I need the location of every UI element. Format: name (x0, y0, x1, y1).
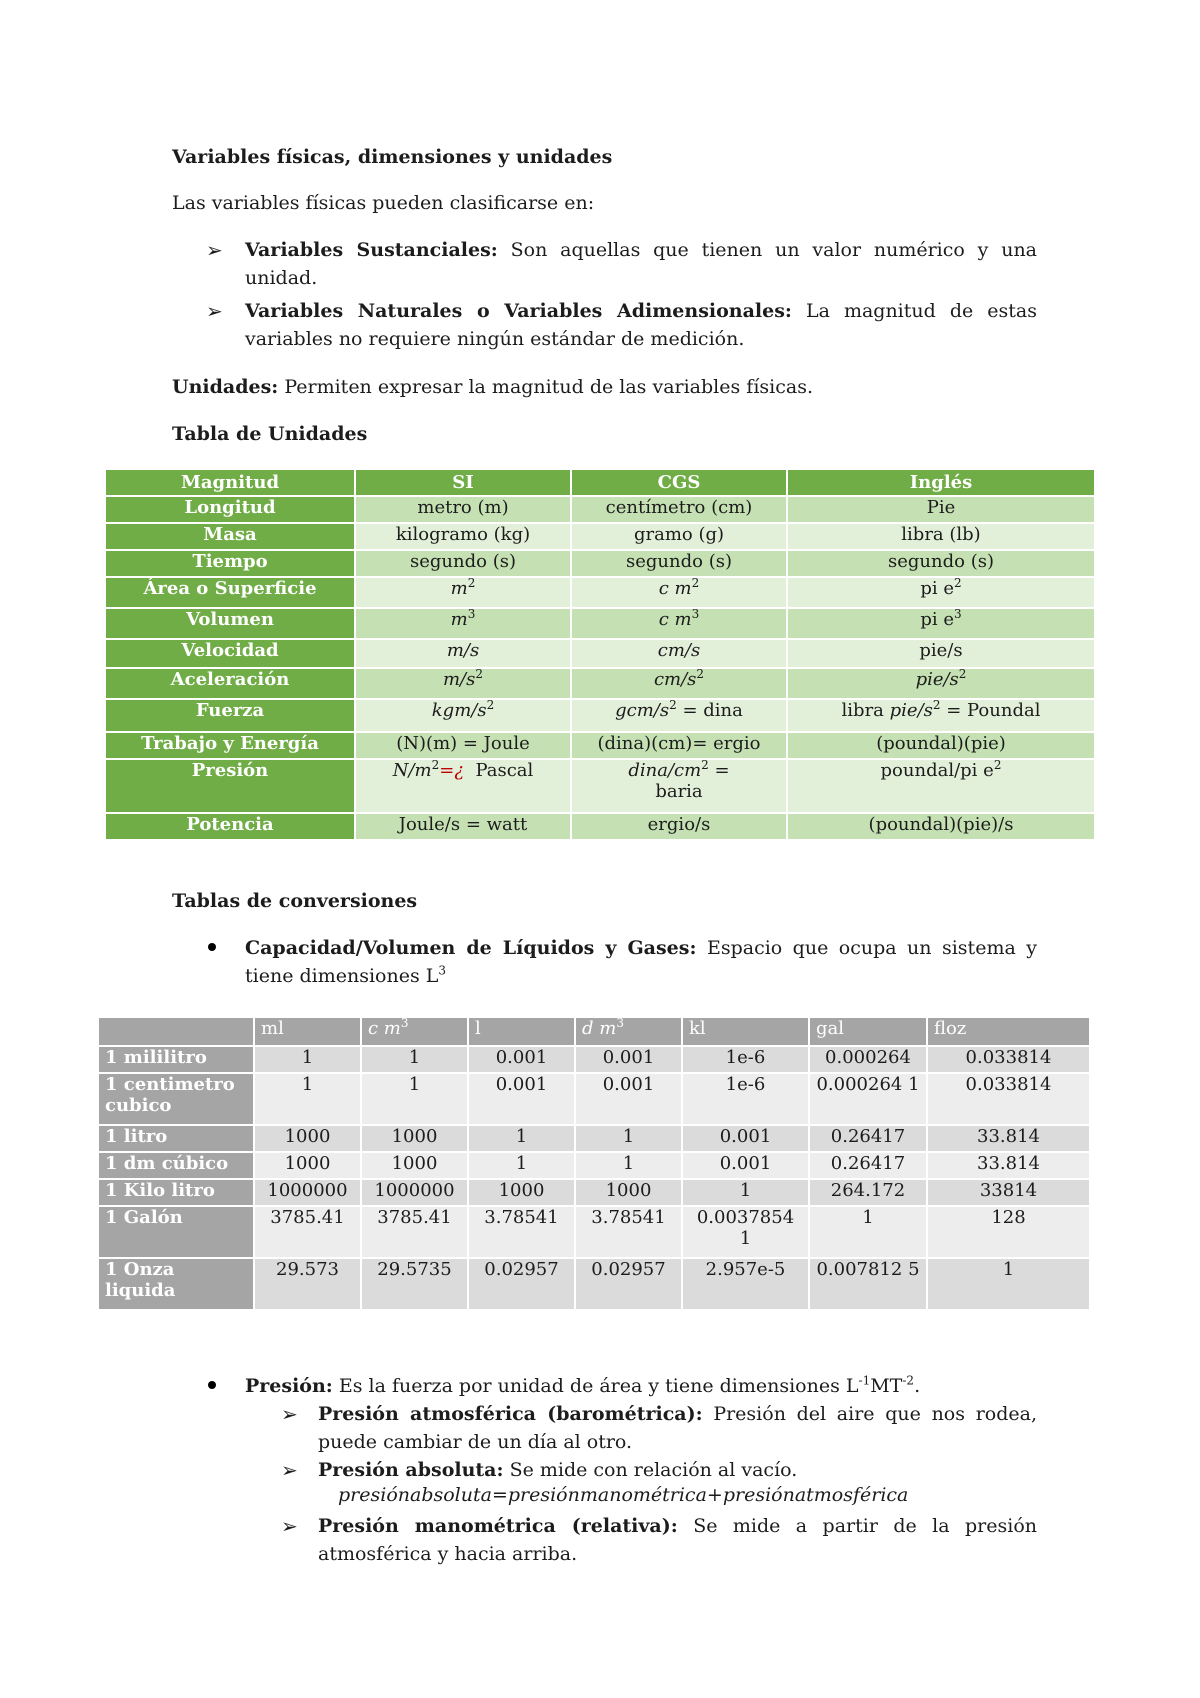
term: Variables Naturales o Variables Adimensionales: (245, 300, 792, 322)
pressure-absolute (318, 1456, 1037, 1484)
header-text: c m (368, 1018, 401, 1039)
value-cell: 1 (809, 1206, 927, 1258)
row-label: Potencia (105, 813, 355, 840)
value-cell: 1000 (254, 1152, 361, 1179)
term: Unidades: (172, 376, 279, 398)
description: Son aquellas que tienen un valor numérico y una unidad. (245, 239, 1038, 289)
value-cell: 0.033814 (927, 1073, 1090, 1125)
description: Es la fuerza por unidad de área y tiene dimensiones L (338, 1375, 859, 1397)
table-row (105, 668, 1095, 699)
table-row (98, 1206, 1090, 1258)
description: Se mide a partir de la presión atmosférica y hacia arriba. (318, 1515, 1038, 1565)
row-label: Área o Superficie (105, 577, 355, 608)
ingles-cell: Pie (787, 496, 1095, 523)
value-cell: 264.172 (809, 1179, 927, 1206)
exponent: 3 (438, 963, 447, 978)
unit-text: pie/s (889, 700, 933, 721)
equals-sign: = (714, 760, 730, 781)
value-cell: 33.814 (927, 1152, 1090, 1179)
cgs-cell (571, 639, 787, 668)
capacity-bullet (245, 934, 1037, 990)
conversion-table (97, 1016, 1091, 1311)
value-cell: 0.001 (468, 1073, 575, 1125)
unit-name: = Poundal (946, 700, 1041, 721)
ingles-cell (787, 668, 1095, 699)
exponent: 3 (954, 607, 962, 621)
header-kl: kl (682, 1017, 809, 1046)
value-cell: 0.02957 (468, 1258, 575, 1310)
value-cell: 1 (254, 1046, 361, 1073)
header-l: l (468, 1017, 575, 1046)
exponent: 2 (932, 698, 941, 712)
row-label: 1 Kilo litro (98, 1179, 254, 1206)
row-label: 1 litro (98, 1125, 254, 1152)
value-cell: 1e-6 (682, 1073, 809, 1125)
value-cell: 1 (468, 1152, 575, 1179)
exponent: 2 (669, 698, 677, 712)
si-cell: kilogramo (kg) (355, 523, 571, 550)
pressure-atmospheric (318, 1400, 1037, 1456)
table-row (105, 577, 1095, 608)
row-label: 1 Galón (98, 1206, 254, 1258)
header-si: SI (355, 469, 571, 496)
value-cell: 1 (575, 1125, 682, 1152)
si-cell: metro (m) (355, 496, 571, 523)
value-cell: 0.001 (682, 1125, 809, 1152)
value-cell: 0.007812 5 (809, 1258, 927, 1310)
si-cell (355, 759, 571, 813)
value-cell: 1 (361, 1073, 468, 1125)
value-cell: 29.573 (254, 1258, 361, 1310)
equals-sign: =¿ (439, 760, 464, 781)
header-dm3 (575, 1017, 682, 1046)
value-cell: 0.000264 1 (809, 1073, 927, 1125)
unit-name: = dina (682, 700, 743, 721)
exponent: 3 (616, 1016, 624, 1030)
description: Presión del aire que nos rodea, puede cambiar de un día al otro. (318, 1403, 1037, 1453)
si-cell: segundo (s) (355, 550, 571, 577)
value-cell: 3785.41 (361, 1206, 468, 1258)
row-label: 1 mililitro (98, 1046, 254, 1073)
period: . (914, 1375, 921, 1397)
table-row (105, 523, 1095, 550)
value-cell: 1 (468, 1125, 575, 1152)
unit-text: kgm/s (431, 700, 487, 721)
value-cell: 1000 (575, 1179, 682, 1206)
ingles-cell: libra (lb) (787, 523, 1095, 550)
cgs-cell (571, 699, 787, 732)
arrow-bullet-icon: ➢ (281, 1458, 298, 1482)
pressure-formula: presiónabsoluta=presiónmanométrica+presiónatmosférica (338, 1484, 909, 1506)
exponent: 2 (467, 576, 476, 590)
cgs-cell (571, 608, 787, 639)
exponent: 2 (696, 667, 705, 681)
value-cell: 1 (682, 1179, 809, 1206)
cgs-cell (571, 577, 787, 608)
dimension-text: MT (870, 1375, 903, 1397)
description: Se mide con relación al vacío. (509, 1459, 798, 1481)
unit-text: pie/s (915, 669, 959, 690)
table-row (105, 699, 1095, 732)
term: Presión: (245, 1375, 333, 1397)
arrow-bullet-icon: ➢ (281, 1402, 298, 1426)
cgs-cell: segundo (s) (571, 550, 787, 577)
unit-text: m/s (442, 669, 476, 690)
unit-text: c m (658, 609, 692, 630)
exponent: 2 (431, 758, 440, 772)
row-label: Trabajo y Energía (105, 732, 355, 759)
term: Presión atmosférica (barométrica): (318, 1403, 703, 1425)
exponent: 2 (691, 576, 700, 590)
value-cell: 0.001 (682, 1152, 809, 1179)
value-cell: 0.000264 (809, 1046, 927, 1073)
unit-text: m (450, 609, 468, 630)
ingles-cell: segundo (s) (787, 550, 1095, 577)
ingles-cell (787, 699, 1095, 732)
value-cell: 0.0037854 1 (682, 1206, 809, 1258)
table-row (105, 759, 1095, 813)
value-cell: 0.26417 (809, 1125, 927, 1152)
value-cell: 3.78541 (575, 1206, 682, 1258)
table-row (98, 1046, 1090, 1073)
arrow-bullet-icon: ➢ (281, 1514, 298, 1538)
table-row (98, 1179, 1090, 1206)
row-label: 1 Onza liquida (98, 1258, 254, 1310)
row-label: Aceleración (105, 668, 355, 699)
value-cell: 1 (254, 1073, 361, 1125)
description: Espacio que ocupa un sistema y tiene dimensiones L (245, 937, 1037, 987)
term: Presión absoluta: (318, 1459, 504, 1481)
exponent: 2 (701, 758, 709, 772)
value-cell: 1000 (254, 1125, 361, 1152)
unit-text: cm/s (653, 669, 697, 690)
value-cell: 0.001 (575, 1073, 682, 1125)
term: Variables Sustanciales: (245, 239, 498, 261)
unit-text: pi e (920, 609, 954, 630)
variable-type-sustanciales (245, 236, 1037, 292)
value-cell: 33814 (927, 1179, 1090, 1206)
cgs-cell: ergio/s (571, 813, 787, 840)
exponent: 2 (954, 576, 962, 590)
si-cell (355, 608, 571, 639)
unit-prefix: libra (841, 700, 884, 721)
table-row (105, 496, 1095, 523)
unit-text: m (450, 578, 468, 599)
units-definition (172, 376, 813, 398)
unit-text: c m (658, 578, 692, 599)
row-label: Tiempo (105, 550, 355, 577)
row-label: 1 dm cúbico (98, 1152, 254, 1179)
cgs-cell: gramo (g) (571, 523, 787, 550)
ingles-cell (787, 608, 1095, 639)
document-title: Variables físicas, dimensiones y unidades (172, 146, 613, 168)
term: Presión manométrica (relativa): (318, 1515, 678, 1537)
value-cell: 1000 (468, 1179, 575, 1206)
description: Permiten expresar la magnitud de las variables físicas. (284, 376, 813, 398)
row-label: Presión (105, 759, 355, 813)
pressure-gauge (318, 1512, 1037, 1568)
value-cell: 0.001 (575, 1046, 682, 1073)
exponent: -2 (902, 1373, 915, 1388)
value-cell: 1000000 (254, 1179, 361, 1206)
row-label: Velocidad (105, 639, 355, 668)
si-cell (355, 699, 571, 732)
value-cell: 0.26417 (809, 1152, 927, 1179)
header-cm3 (361, 1017, 468, 1046)
header-ingles: Inglés (787, 469, 1095, 496)
exponent: 3 (467, 607, 476, 621)
header-magnitud: Magnitud (105, 469, 355, 496)
header-cgs: CGS (571, 469, 787, 496)
cgs-cell (571, 759, 787, 813)
pressure-bullet (245, 1372, 1037, 1400)
value-cell: 1000 (361, 1152, 468, 1179)
row-label: Masa (105, 523, 355, 550)
value-cell: 128 (927, 1206, 1090, 1258)
table-row (98, 1258, 1090, 1310)
value-cell: 2.957e-5 (682, 1258, 809, 1310)
unit-name: Pascal (475, 760, 534, 781)
value-cell: 33.814 (927, 1125, 1090, 1152)
table-row (105, 550, 1095, 577)
row-label: Volumen (105, 608, 355, 639)
cgs-cell: centímetro (cm) (571, 496, 787, 523)
bullet-dot-icon (208, 943, 216, 951)
unit-text: dina/cm (628, 760, 702, 781)
unit-text: pi e (920, 578, 954, 599)
ingles-cell (787, 759, 1095, 813)
units-table (104, 468, 1096, 841)
row-label: Fuerza (105, 699, 355, 732)
exponent: 3 (691, 607, 700, 621)
unit-text: poundal/pi e (880, 760, 994, 781)
header-floz: floz (927, 1017, 1090, 1046)
exponent: -1 (858, 1373, 871, 1388)
conversions-title: Tablas de conversiones (172, 890, 418, 912)
table-row (98, 1073, 1090, 1125)
exponent: 2 (486, 698, 495, 712)
unit-text: gcm/s (615, 700, 670, 721)
exponent: 2 (958, 667, 967, 681)
value-cell: 0.001 (468, 1046, 575, 1073)
table-row (105, 732, 1095, 759)
table-row (98, 1152, 1090, 1179)
variable-type-naturales (245, 297, 1037, 353)
table-row (105, 608, 1095, 639)
si-cell: (N)(m) = Joule (355, 732, 571, 759)
value-cell: 1 (575, 1152, 682, 1179)
value-cell: 0.02957 (575, 1258, 682, 1310)
ingles-cell (787, 577, 1095, 608)
ingles-cell: pie/s (787, 639, 1095, 668)
intro-text: Las variables físicas pueden clasificarse en: (172, 192, 595, 214)
header-corner (98, 1017, 254, 1046)
value-cell: 0.033814 (927, 1046, 1090, 1073)
row-label: 1 centimetro cubico (98, 1073, 254, 1125)
header-ml: ml (254, 1017, 361, 1046)
value-cell: 1000 (361, 1125, 468, 1152)
bullet-dot-icon (208, 1381, 216, 1389)
ingles-cell: (poundal)(pie) (787, 732, 1095, 759)
unit-text: cm/s (657, 640, 701, 661)
value-cell: 1 (361, 1046, 468, 1073)
value-cell: 29.5735 (361, 1258, 468, 1310)
value-cell: 1000000 (361, 1179, 468, 1206)
cgs-cell: (dina)(cm)= ergio (571, 732, 787, 759)
arrow-bullet-icon: ➢ (206, 238, 223, 262)
si-cell (355, 577, 571, 608)
value-cell: 1 (927, 1258, 1090, 1310)
table-header-row (98, 1017, 1090, 1046)
exponent: 3 (400, 1016, 409, 1030)
table-header-row (105, 469, 1095, 496)
unit-name: baria (655, 781, 703, 802)
value-cell: 3.78541 (468, 1206, 575, 1258)
unit-text: N/m (392, 760, 432, 781)
exponent: 2 (993, 758, 1002, 772)
si-cell (355, 668, 571, 699)
table-row (98, 1125, 1090, 1152)
table-row (105, 813, 1095, 840)
unit-text: m/s (446, 640, 480, 661)
row-label: Longitud (105, 496, 355, 523)
table-row (105, 639, 1095, 668)
header-gal: gal (809, 1017, 927, 1046)
si-cell: Joule/s = watt (355, 813, 571, 840)
description: La magnitud de estas variables no requiere ningún estándar de medición. (245, 300, 1037, 350)
header-text: d m (582, 1018, 617, 1039)
ingles-cell: (poundal)(pie)/s (787, 813, 1095, 840)
value-cell: 1e-6 (682, 1046, 809, 1073)
term: Capacidad/Volumen de Líquidos y Gases: (245, 937, 697, 959)
units-table-title: Tabla de Unidades (172, 423, 368, 445)
value-cell: 3785.41 (254, 1206, 361, 1258)
arrow-bullet-icon: ➢ (206, 299, 223, 323)
si-cell (355, 639, 571, 668)
cgs-cell (571, 668, 787, 699)
exponent: 2 (475, 667, 483, 681)
